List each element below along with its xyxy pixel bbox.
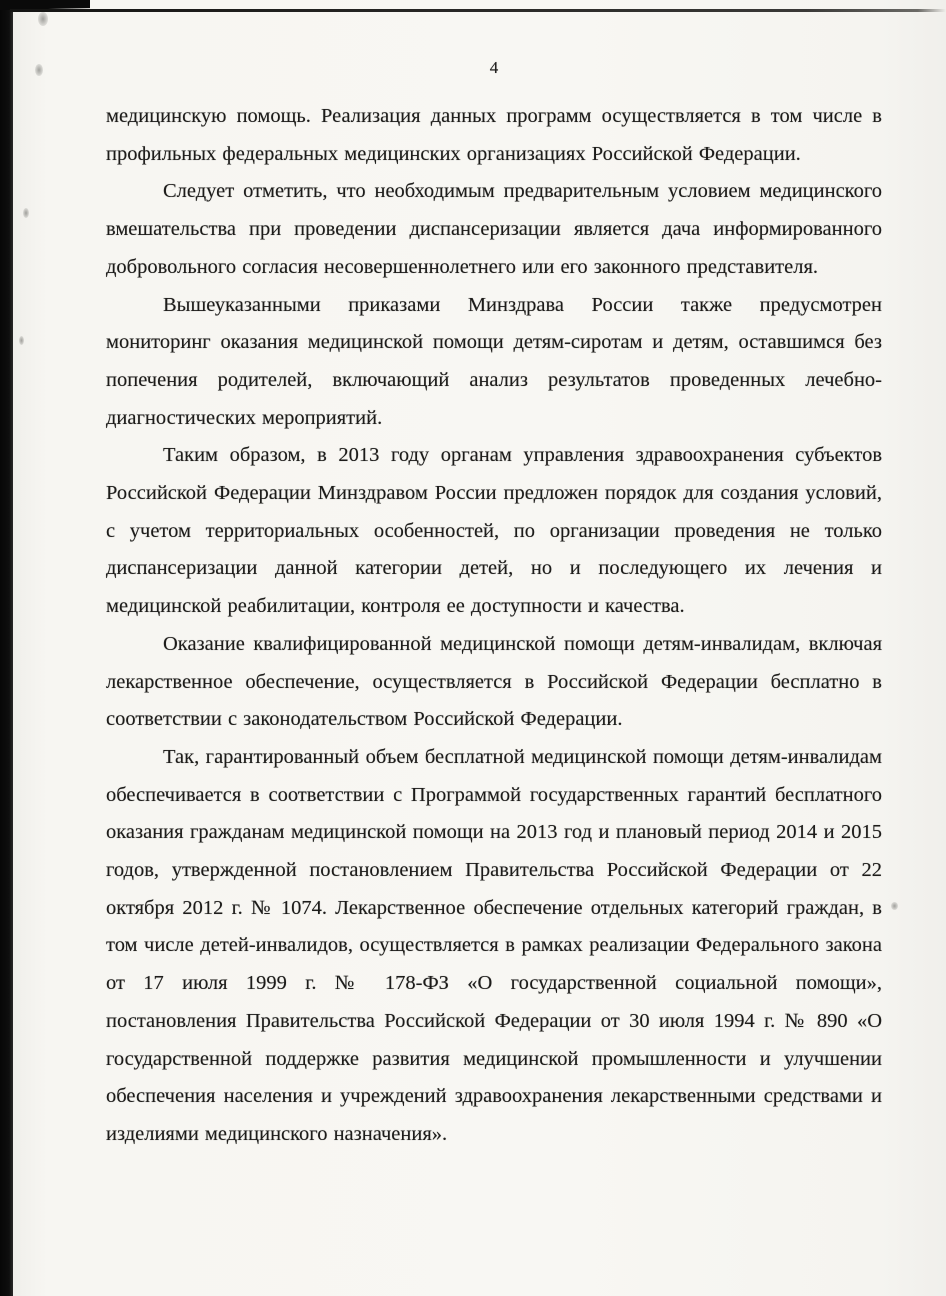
page-number: 4	[489, 58, 499, 77]
paragraph-2013-procedure: Таким образом, в 2013 году органам управления здравоохранения субъектов Российской Федерации Минздравом России предложен порядок для создания условий, с учетом территориальных особенностей, по организации проведения не только диспансеризации данной категории детей, но и последующего их лечения и медицинской реабилитации, контроля ее доступности и качества.	[106, 444, 882, 618]
paragraph-disabled-children-care: Оказание квалифицированной медицинской помощи детям-инвалидам, включая лекарственное обеспечение, осуществляется в Российской Федерации бесплатно в соответствии с законодательством Российской Федерации.	[106, 632, 882, 731]
paragraph-informed-consent: Следует отметить, что необходимым предварительным условием медицинского вмешательства при проведении диспансеризации является дача информированного добровольного согласия несовершеннолетнего или его законного представителя.	[106, 180, 882, 278]
paragraph-guaranteed-volume-legislation: Так, гарантированный объем бесплатной медицинской помощи детям-инвалидам обеспечивается в соответствии с Программой государственных гарантий бесплатного оказания гражданам медицинской помощи на 2013 год и плановый период 2014 и 2015 годов, утвержденной постановлением Правительства Российской Федерации от 22 октября 2012 г. № 1074. Лекарственное обеспечение отдельных категорий граждан, в том числе детей-инвалидов, осуществляется в рамках реализации Федерального закона от 17 июля 1999 г. № 178-ФЗ «О государственной социальной помощи», постановления Правительства Российской Федерации от 30 июля 1994 г. № 890 «О государственной поддержке развития медицинской промышленности и улучшении обеспечения населения и учреждений здравоохранения лекарственными средствами и изделиями медицинского назначения».	[106, 745, 882, 1145]
scan-smudge	[35, 64, 43, 76]
paragraph-monitoring: Вышеуказанными приказами Минздрава России также предусмотрен мониторинг оказания медицинской помощи детям-сиротам и детям, оставшимся без попечения родителей, включающий анализ результатов проведенных лечебно-диагностических мероприятий.	[106, 293, 882, 429]
scan-smudge	[38, 12, 48, 26]
scan-smudge	[19, 336, 24, 345]
scan-smudge	[891, 902, 898, 910]
scan-top-edge-line	[10, 9, 946, 12]
paragraph-continuation: медицинскую помощь. Реализация данных программ осуществляется в том числе в профильных федеральных медицинских организациях Российской Федерации.	[106, 105, 882, 165]
scan-border-left	[0, 0, 13, 1296]
document-body	[106, 58, 882, 1154]
scan-smudge	[23, 208, 29, 218]
